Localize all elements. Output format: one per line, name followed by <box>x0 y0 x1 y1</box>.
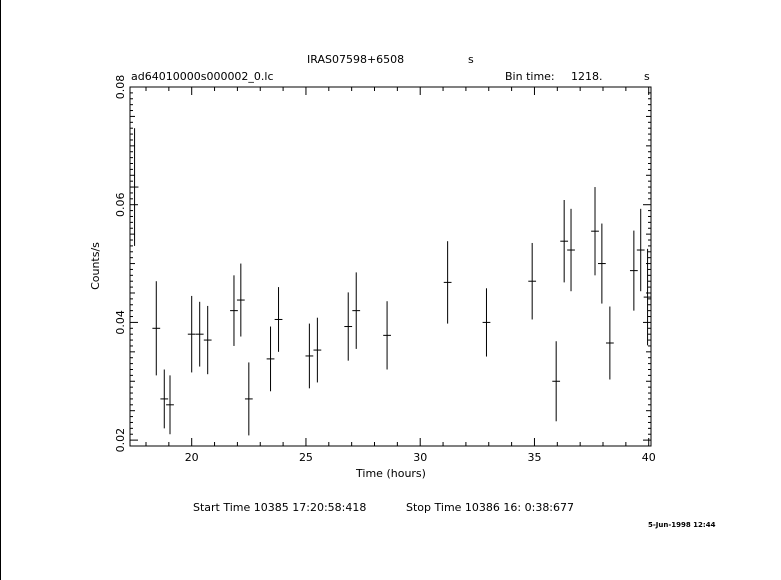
data-point <box>152 281 160 375</box>
data-points <box>131 128 652 435</box>
x-tick-label: 30 <box>413 451 428 464</box>
object-suffix: s <box>468 53 474 66</box>
data-point <box>528 243 536 320</box>
object-name: IRAS07598+6508 <box>307 53 405 66</box>
y-tick-label: 0.02 <box>114 427 127 453</box>
data-point <box>444 241 452 323</box>
data-point <box>352 272 360 349</box>
data-point <box>383 301 391 369</box>
data-point <box>204 306 212 374</box>
x-tick-label: 35 <box>527 451 542 464</box>
data-point <box>196 302 204 367</box>
y-axis-label: Counts/s <box>89 242 102 290</box>
x-axis-label: Time (hours) <box>356 467 426 480</box>
data-point <box>237 264 245 337</box>
bin-time-unit: s <box>644 70 650 83</box>
data-point <box>230 275 238 346</box>
data-point <box>245 362 253 435</box>
data-point <box>560 200 568 282</box>
data-point <box>160 369 168 428</box>
y-tick-label: 0.04 <box>114 310 127 335</box>
x-tick-label: 40 <box>641 451 656 464</box>
data-point <box>598 224 606 304</box>
data-point <box>630 231 638 311</box>
stop-time: Stop Time 10386 16: 0:38:677 <box>406 501 575 514</box>
bin-time-label: Bin time: <box>505 70 555 83</box>
plot-frame <box>130 87 651 446</box>
y-tick-label: 0.08 <box>114 74 127 100</box>
data-point <box>483 288 491 356</box>
data-point <box>591 187 599 275</box>
axis-tick-labels <box>114 75 656 464</box>
data-point <box>275 287 283 352</box>
data-point <box>188 296 196 373</box>
file-name: ad64010000s000002_0.lc <box>131 70 274 83</box>
y-tick-label: 0.06 <box>114 192 127 217</box>
data-point <box>166 375 174 434</box>
data-point <box>305 324 313 389</box>
bin-time-value: 1218. <box>571 70 603 83</box>
data-point <box>637 209 645 291</box>
x-tick-label: 25 <box>298 451 313 464</box>
data-point <box>313 318 321 383</box>
x-tick-label: 20 <box>184 451 199 464</box>
plot-timestamp: 5-Jun-1998 12:44 <box>648 521 716 529</box>
data-point <box>567 209 575 291</box>
data-point <box>606 307 614 380</box>
data-point <box>552 341 560 421</box>
axis-ticks <box>130 87 651 446</box>
data-point <box>267 327 275 392</box>
data-point <box>344 292 352 360</box>
start-time: Start Time 10385 17:20:58:418 <box>193 501 367 514</box>
